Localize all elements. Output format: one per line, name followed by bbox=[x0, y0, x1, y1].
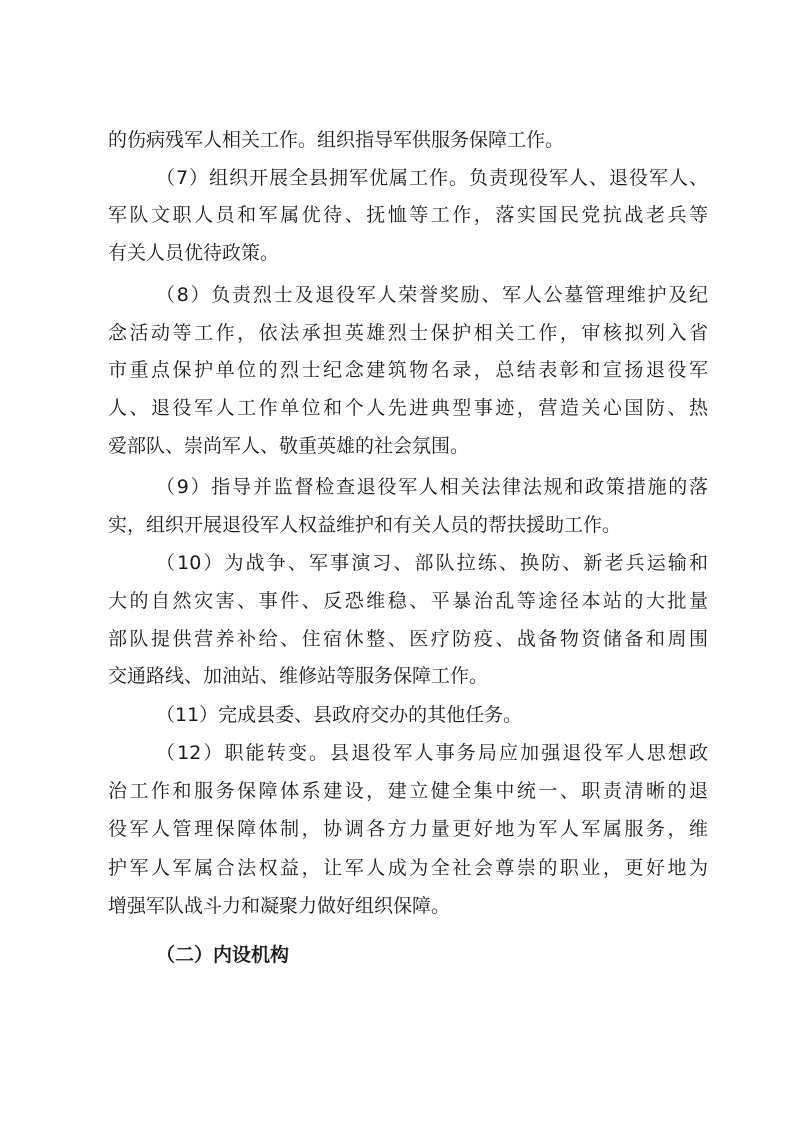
section-heading: （二）内设机构 bbox=[156, 944, 290, 966]
text-line-9: 爱部队、崇尚军人、敬重英雄的社会氛围。 bbox=[108, 435, 470, 457]
text-line-15: 交通路线、加油站、维修站等服务保障工作。 bbox=[108, 665, 489, 687]
text-line-17: （12）职能转变。县退役军人事务局应加强退役军人思想政 bbox=[156, 742, 708, 764]
text-line-4: 有关人员优待政策。 bbox=[108, 242, 280, 264]
text-line-3: 军队文职人员和军属优待、抚恤等工作，落实国民党抗战老兵等 bbox=[108, 204, 708, 226]
text-line-8: 人、退役军人工作单位和个人先进典型事迹，营造关心国防、热 bbox=[108, 397, 708, 419]
text-line-6: 念活动等工作，依法承担英雄烈士保护相关工作，审核拟列入省 bbox=[108, 322, 708, 344]
text-line-10: （9）指导并监督检查退役军人相关法律法规和政策措施的落 bbox=[156, 476, 708, 498]
text-line-13: 大的自然灾害、事件、反恐维稳、平暴治乱等途径本站的大批量 bbox=[108, 590, 708, 612]
text-line-14: 部队提供营养补给、住宿休整、医疗防疫、战备物资储备和周围 bbox=[108, 628, 708, 650]
text-line-20: 护军人军属合法权益，让军人成为全社会尊崇的职业，更好地为 bbox=[108, 857, 708, 879]
text-line-18: 治工作和服务保障体系建设，建立健全集中统一、职责清晰的退 bbox=[108, 780, 708, 802]
text-line-19: 役军人管理保障体制，协调各方力量更好地为军人军属服务，维 bbox=[108, 818, 708, 840]
text-line-7: 市重点保护单位的烈士纪念建筑物名录，总结表彰和宣扬退役军 bbox=[108, 359, 708, 381]
text-line-5: （8）负责烈士及退役军人荣誉奖励、军人公墓管理维护及纪 bbox=[156, 284, 708, 306]
text-line-16: （11）完成县委、县政府交办的其他任务。 bbox=[156, 704, 523, 726]
text-line-11: 实，组织开展退役军人权益维护和有关人员的帮扶援助工作。 bbox=[108, 514, 622, 536]
text-line-2: （7）组织开展全县拥军优属工作。负责现役军人、退役军人、 bbox=[156, 167, 708, 189]
text-line-12: （10）为战争、军事演习、部队拉练、换防、新老兵运输和 bbox=[156, 552, 708, 574]
text-line-1: 的伤病残军人相关工作。组织指导军供服务保障工作。 bbox=[108, 129, 565, 151]
text-line-21: 增强军队战斗力和凝聚力做好组织保障。 bbox=[108, 895, 451, 917]
